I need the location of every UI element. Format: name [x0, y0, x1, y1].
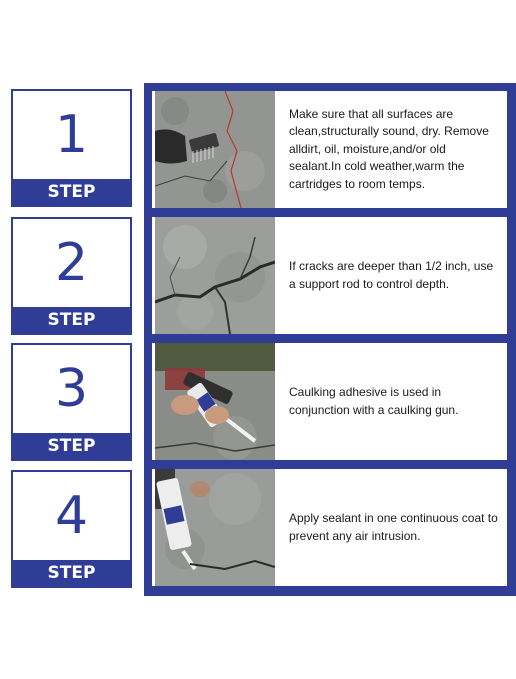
- instruction-row-3: [152, 343, 507, 460]
- step-1-number: 1: [54, 105, 89, 165]
- step-1-box: [11, 89, 132, 207]
- step-3-description: Caulking adhesive is used in conjunction with a caulking gun.: [289, 385, 459, 417]
- step-2-photo: [155, 217, 275, 334]
- step-3-number: 3: [54, 359, 89, 419]
- step-4-number: 4: [54, 486, 89, 546]
- step-4-label: STEP: [13, 560, 130, 586]
- step-3-label: STEP: [13, 433, 130, 459]
- caulking-gun-image: [155, 343, 275, 460]
- instructions-panel: [144, 83, 516, 596]
- deep-crack-image: [155, 217, 275, 334]
- step-3-photo: [155, 343, 275, 460]
- step-1-description: Make sure that all surfaces are clean,structurally sound, dry. Remove alldirt, oil, moisture,and/or old sealant.In cold weather,warm the cartridges to room temps.: [289, 106, 489, 191]
- instruction-row-2: [152, 217, 507, 334]
- instruction-row-1: [152, 91, 507, 208]
- step-1-photo: [155, 91, 275, 208]
- applying-sealant-image: [155, 469, 275, 586]
- step-1-label: STEP: [13, 179, 130, 205]
- wire-brush-cleaning-image: [155, 91, 275, 208]
- step-4-box: [11, 470, 132, 588]
- step-4-photo: [155, 469, 275, 586]
- step-4-description: Apply sealant in one continuous coat to prevent any air intrusion.: [289, 511, 498, 543]
- instruction-row-4: [152, 469, 507, 586]
- step-3-box: [11, 343, 132, 461]
- step-2-number: 2: [54, 233, 89, 293]
- step-2-label: STEP: [13, 307, 130, 333]
- step-2-box: [11, 217, 132, 335]
- step-2-description: If cracks are deeper than 1/2 inch, use a support rod to control depth.: [289, 259, 494, 291]
